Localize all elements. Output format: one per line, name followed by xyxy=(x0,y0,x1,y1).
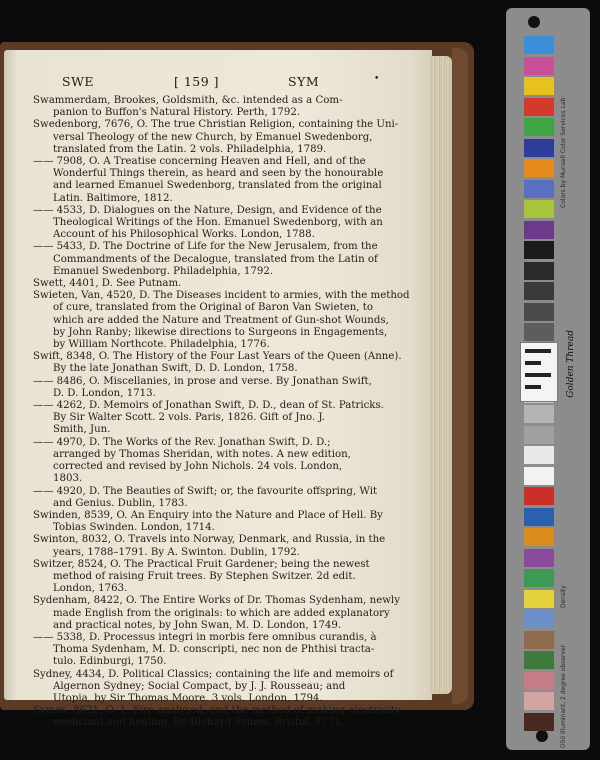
page-edges xyxy=(430,56,452,694)
entry-first-line: Swinden, 8539, O. An Enquiry into the Nature and Place of Hell. By xyxy=(33,509,383,521)
header-left: SWE xyxy=(62,74,95,89)
entry-continuation-line: and learned Emanuel Swedenborg, translated from the original xyxy=(53,180,382,192)
color-swatch xyxy=(524,405,554,423)
color-swatch xyxy=(524,487,554,505)
catalog-entry xyxy=(33,205,417,242)
catalog-entry xyxy=(33,351,417,375)
entry-continuation-line: tulo. Edinburgi, 1750. xyxy=(53,656,167,668)
card-hole-top xyxy=(528,16,540,28)
entry-continuation-line: made English from the originals: to which are added explanatory xyxy=(53,607,390,619)
entry-first-line: Symes, 8621, O. 1. Fire analysed; and the method of making electricity xyxy=(33,705,401,717)
catalog-entry xyxy=(33,559,417,596)
entry-first-line: Swift, 8348, O. The History of the Four Last Years of the Queen (Anne). xyxy=(33,351,402,363)
entry-continuation-line: medicinal and healing. By Richard Symes. Bristol, 1771. xyxy=(53,717,345,729)
page-number: [ 159 ] xyxy=(174,74,220,89)
book-spine xyxy=(452,48,468,704)
entry-continuation-line: by William Northcote. Philadelphia, 1776. xyxy=(53,339,270,351)
catalog-entry xyxy=(33,705,417,729)
entry-first-line: Sydenham, 8422, O. The Entire Works of Dr. Thomas Sydenham, newly xyxy=(33,595,400,607)
entry-first-line: Swedenborg, 7676, O. The true Christian Religion, containing the Uni- xyxy=(33,119,399,131)
header-mark: • xyxy=(374,74,380,84)
catalog-entry xyxy=(33,510,417,534)
entry-first-line: —— 4262, D. Memoirs of Jonathan Swift, D. D., dean of St. Patricks. xyxy=(33,400,384,412)
catalog-text xyxy=(33,95,417,730)
entry-continuation-line: Thoma Sydenham, M. D. conscripti, nec non de Phthisi tracta- xyxy=(53,644,375,656)
entry-first-line: —— 8486, O. Miscellanies, in prose and verse. By Jonathan Swift, xyxy=(33,375,372,387)
ruler-tick xyxy=(525,361,541,365)
catalog-entry xyxy=(33,534,417,558)
color-swatch xyxy=(524,303,554,321)
entry-continuation-line: Smith, Jun. xyxy=(53,424,111,436)
color-swatch xyxy=(524,549,554,567)
entry-continuation-line: Latin. Baltimore, 1812. xyxy=(53,192,173,204)
entry-continuation-line: Account of his Philosophical Works. London, 1788. xyxy=(53,229,315,241)
color-swatch xyxy=(524,180,554,198)
entry-first-line: —— 4970, D. The Works of the Rev. Jonathan Swift, D. D.; xyxy=(33,436,331,448)
catalog-entry xyxy=(33,632,417,669)
color-swatch xyxy=(524,610,554,628)
color-swatch xyxy=(524,323,554,341)
entry-first-line: Swammerdam, Brookes, Goldsmith, &c. intended as a Com- xyxy=(33,95,343,106)
entry-continuation-line: Wonderful Things therein, as heard and seen by the honourable xyxy=(53,168,384,180)
card-top-label: Colors by Munsell Color Services Lab xyxy=(560,97,567,208)
entry-first-line: Swieten, Van, 4520, D. The Diseases incident to armies, with the method xyxy=(33,290,410,302)
catalog-entry xyxy=(33,376,417,400)
color-swatch xyxy=(524,569,554,587)
entry-first-line: Sydney, 4434, D. Political Classics; containing the life and memoirs of xyxy=(33,668,394,680)
entry-first-line: Swinton, 8032, O. Travels into Norway, Denmark, and Russia, in the xyxy=(33,534,386,546)
header-right: SYM xyxy=(288,74,320,89)
entry-continuation-line: panion to Buffon's Natural History. Perth, 1792. xyxy=(53,107,301,119)
entry-first-line: —— 4533, D. Dialogues on the Nature, Design, and Evidence of the xyxy=(33,204,382,216)
entry-first-line: —— 5338, D. Processus integri in morbis fere omnibus curandis, à xyxy=(33,631,377,643)
color-swatch xyxy=(524,426,554,444)
card-hole-bottom xyxy=(536,730,548,742)
entry-continuation-line: method of raising Fruit trees. By Stephen Switzer. 2d edit. xyxy=(53,570,356,582)
running-header xyxy=(62,74,402,90)
entry-first-line: Switzer, 8524, O. The Practical Fruit Gardener; being the newest xyxy=(33,558,370,570)
color-swatch xyxy=(524,631,554,649)
entry-continuation-line: Commandments of the Decalogue, translated from the Latin of xyxy=(53,253,378,265)
color-swatch xyxy=(524,159,554,177)
ruler-tick xyxy=(525,349,551,353)
catalog-entry xyxy=(33,278,417,290)
color-swatch xyxy=(524,200,554,218)
catalog-entry xyxy=(33,156,417,205)
color-swatch xyxy=(524,528,554,546)
entry-continuation-line: translated from the Latin. 2 vols. Philadelphia, 1789. xyxy=(53,143,327,155)
catalog-entry xyxy=(33,486,417,510)
entry-first-line: —— 4920, D. The Beauties of Swift; or, the favourite offspring, Wit xyxy=(33,485,378,497)
color-swatch xyxy=(524,651,554,669)
entry-continuation-line: By Sir Walter Scott. 2 vols. Paris, 1826. Gift of Jno. J. xyxy=(53,412,325,424)
entry-continuation-line: arranged by Thomas Sheridan, with notes. A new edition, xyxy=(53,448,351,460)
catalog-entry xyxy=(33,241,417,278)
catalog-entry xyxy=(33,669,417,706)
catalog-entry xyxy=(33,595,417,632)
color-swatch xyxy=(524,672,554,690)
entry-continuation-line: Tobias Swinden. London, 1714. xyxy=(53,522,215,534)
card-density-label: Density xyxy=(560,585,567,608)
entry-continuation-line: D. D. London, 1713. xyxy=(53,387,156,399)
catalog-entry xyxy=(33,400,417,437)
color-swatch xyxy=(524,118,554,136)
catalog-entry xyxy=(33,95,417,119)
color-swatch xyxy=(524,467,554,485)
ruler-tab xyxy=(520,342,558,402)
color-swatch xyxy=(524,692,554,710)
chart-brand: Golden Thread xyxy=(566,330,576,398)
color-swatch xyxy=(524,57,554,75)
entry-continuation-line: Algernon Sydney; Social Compact, by J. J. Rousseau; and xyxy=(53,680,346,692)
color-swatch xyxy=(524,446,554,464)
color-swatch xyxy=(524,98,554,116)
entry-continuation-line: years, 1788–1791. By A. Swinton. Dublin, 1792. xyxy=(53,546,300,558)
ruler-tick xyxy=(525,385,541,389)
entry-continuation-line: versal Theology of the new Church, by Emanuel Swedenborg, xyxy=(53,131,373,143)
ruler-tick xyxy=(525,373,551,377)
entry-continuation-line: which are added the Nature and Treatment of Gun-shot Wounds, xyxy=(53,314,389,326)
color-swatch xyxy=(524,241,554,259)
color-swatch xyxy=(524,713,554,731)
entry-first-line: —— 5433, D. The Doctrine of Life for the New Jerusalem, from the xyxy=(33,241,378,253)
color-swatch xyxy=(524,139,554,157)
entry-continuation-line: and practical notes, by John Swan, M. D. London, 1749. xyxy=(53,619,342,631)
entry-continuation-line: Emanuel Swedenborg. Philadelphia, 1792. xyxy=(53,265,274,277)
entry-first-line: —— 7908, O. A Treatise concerning Heaven and Hell, and of the xyxy=(33,156,366,168)
entry-continuation-line: Utopia, by Sir Thomas Moore. 3 vols. London, 1794. xyxy=(53,692,323,704)
entry-continuation-line: by John Ranby; likewise directions to Surgeons in Engagements, xyxy=(53,326,388,338)
entry-first-line: Swett, 4401, D. See Putnam. xyxy=(33,278,182,290)
entry-continuation-line: and Genius. Dublin, 1783. xyxy=(53,497,188,509)
color-swatch xyxy=(524,262,554,280)
card-bottom-label: D50 Illuminant, 2 degree observer xyxy=(560,644,567,748)
entry-continuation-line: corrected and revised by John Nichols. 24 vols. London, xyxy=(53,461,343,473)
catalog-entry xyxy=(33,437,417,486)
color-swatch xyxy=(524,590,554,608)
color-swatch xyxy=(524,221,554,239)
entry-continuation-line: By the late Jonathan Swift, D. D. London, 1758. xyxy=(53,363,298,375)
color-swatch xyxy=(524,508,554,526)
catalog-entry xyxy=(33,119,417,156)
entry-continuation-line: London, 1763. xyxy=(53,583,128,595)
color-swatch xyxy=(524,282,554,300)
catalog-entry xyxy=(33,290,417,351)
color-swatch xyxy=(524,77,554,95)
entry-continuation-line: of cure, translated from the Original of Baron Van Swieten, to xyxy=(53,302,373,314)
entry-continuation-line: 1803. xyxy=(53,473,83,485)
color-swatch xyxy=(524,36,554,54)
entry-continuation-line: Theological Writings of the Hon. Emanuel Swedenborg, with an xyxy=(53,217,383,229)
